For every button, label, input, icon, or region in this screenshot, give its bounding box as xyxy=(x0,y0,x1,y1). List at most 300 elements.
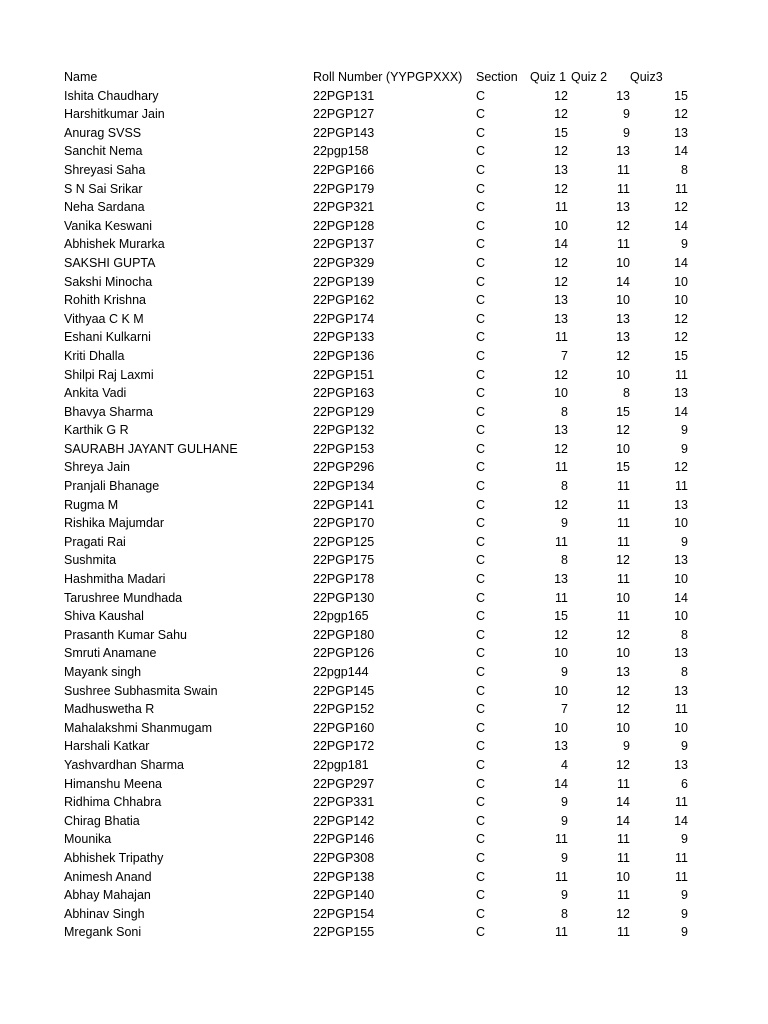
quiz-2-score: 10 xyxy=(616,441,630,456)
roll-number: 22PGP130 xyxy=(313,590,375,605)
quiz-score-table xyxy=(0,68,768,942)
section: C xyxy=(476,162,486,177)
quiz-3-score: 9 xyxy=(681,832,688,847)
section: C xyxy=(476,534,486,549)
quiz-1-score: 13 xyxy=(554,162,568,177)
table-row xyxy=(0,775,768,794)
section: C xyxy=(476,813,486,828)
table-row xyxy=(0,254,768,273)
roll-number: 22PGP175 xyxy=(313,553,375,568)
table-row xyxy=(0,644,768,663)
quiz-2-score: 12 xyxy=(616,757,630,772)
quiz-3-score: 14 xyxy=(674,144,688,159)
header-quiz-1: Quiz 1 xyxy=(530,70,567,84)
quiz-2-score: 11 xyxy=(617,925,630,940)
table-row xyxy=(0,161,768,180)
quiz-2-score: 13 xyxy=(616,88,630,103)
quiz-3-score: 10 xyxy=(674,274,688,289)
section: C xyxy=(476,683,486,698)
quiz-1-score: 12 xyxy=(554,255,568,270)
section: C xyxy=(476,200,486,215)
roll-number: 22PGP155 xyxy=(313,925,375,940)
quiz-2-score: 11 xyxy=(617,888,630,903)
quiz-2-score: 12 xyxy=(616,683,630,698)
quiz-3-score: 13 xyxy=(674,553,688,568)
quiz-3-score: 9 xyxy=(681,888,688,903)
section: C xyxy=(476,293,486,308)
quiz-2-score: 11 xyxy=(617,572,630,587)
roll-number: 22PGP153 xyxy=(313,441,375,456)
student-name: Abhay Mahajan xyxy=(64,888,151,903)
quiz-1-score: 10 xyxy=(554,720,568,735)
student-name: Rohith Krishna xyxy=(64,293,146,308)
student-name: Tarushree Mundhada xyxy=(64,590,183,605)
student-name: Ankita Vadi xyxy=(64,386,127,401)
roll-number: 22PGP137 xyxy=(313,237,375,252)
roll-number: 22PGP172 xyxy=(313,739,375,754)
table-row xyxy=(0,756,768,775)
quiz-1-score: 12 xyxy=(554,627,568,642)
student-name: Rugma M xyxy=(64,497,119,512)
section: C xyxy=(476,237,486,252)
student-name: Abhishek Tripathy xyxy=(64,850,164,865)
roll-number: 22PGP179 xyxy=(313,181,375,196)
section: C xyxy=(476,795,486,810)
quiz-3-score: 12 xyxy=(674,330,688,345)
header-roll-number: Roll Number (YYPGPXXX) xyxy=(313,70,463,84)
quiz-2-score: 13 xyxy=(616,330,630,345)
student-name: Mregank Soni xyxy=(64,925,142,940)
roll-number: 22PGP132 xyxy=(313,423,375,438)
student-name: Yashvardhan Sharma xyxy=(64,757,184,772)
roll-number: 22PGP162 xyxy=(313,293,375,308)
quiz-2-score: 15 xyxy=(616,404,630,419)
table-row xyxy=(0,570,768,589)
quiz-2-score: 11 xyxy=(617,497,630,512)
quiz-2-score: 11 xyxy=(617,609,630,624)
quiz-1-score: 10 xyxy=(554,386,568,401)
quiz-3-score: 9 xyxy=(681,739,688,754)
section: C xyxy=(476,423,486,438)
quiz-2-score: 14 xyxy=(616,813,630,828)
table-row xyxy=(0,533,768,552)
quiz-1-score: 12 xyxy=(554,88,568,103)
quiz-1-score: 13 xyxy=(554,739,568,754)
roll-number: 22PGP126 xyxy=(313,646,375,661)
quiz-3-score: 10 xyxy=(674,293,688,308)
roll-number: 22PGP146 xyxy=(313,832,375,847)
header-section: Section xyxy=(476,70,518,84)
quiz-3-score: 9 xyxy=(681,925,688,940)
section: C xyxy=(476,627,486,642)
quiz-2-score: 13 xyxy=(616,311,630,326)
quiz-1-score: 9 xyxy=(561,888,568,903)
table-row xyxy=(0,551,768,570)
student-name: Sushmita xyxy=(64,553,117,568)
quiz-1-score: 9 xyxy=(561,813,568,828)
quiz-3-score: 11 xyxy=(675,702,688,717)
student-name: Mounika xyxy=(64,832,112,847)
roll-number: 22PGP152 xyxy=(313,702,375,717)
quiz-3-score: 6 xyxy=(681,776,688,791)
quiz-1-score: 15 xyxy=(554,609,568,624)
header-name: Name xyxy=(64,70,98,84)
student-name: Abhishek Murarka xyxy=(64,237,165,252)
roll-number: 22PGP131 xyxy=(313,88,375,103)
quiz-1-score: 12 xyxy=(554,441,568,456)
quiz-2-score: 14 xyxy=(616,274,630,289)
quiz-3-score: 12 xyxy=(674,311,688,326)
quiz-3-score: 9 xyxy=(681,906,688,921)
section: C xyxy=(476,665,486,679)
quiz-3-score: 9 xyxy=(681,534,688,549)
quiz-3-score: 10 xyxy=(674,609,688,624)
section: C xyxy=(476,125,486,140)
quiz-1-score: 10 xyxy=(554,218,568,233)
student-name: SAKSHI GUPTA xyxy=(64,255,156,270)
student-name: Animesh Anand xyxy=(64,869,152,884)
quiz-2-score: 14 xyxy=(616,795,630,810)
roll-number: 22PGP331 xyxy=(313,795,375,810)
roll-number: 22PGP143 xyxy=(313,125,375,140)
student-name: Shiva Kaushal xyxy=(64,609,144,624)
quiz-1-score: 12 xyxy=(554,107,568,122)
student-name: Chirag Bhatia xyxy=(64,813,140,828)
roll-number: 22PGP133 xyxy=(313,330,375,345)
student-name: Madhuswetha R xyxy=(64,702,155,717)
student-name: Mahalakshmi Shanmugam xyxy=(64,720,212,735)
quiz-3-score: 10 xyxy=(674,516,688,531)
quiz-1-score: 7 xyxy=(561,702,568,717)
quiz-3-score: 11 xyxy=(675,869,688,884)
table-row xyxy=(0,124,768,143)
quiz-1-score: 11 xyxy=(555,330,568,345)
roll-number: 22PGP308 xyxy=(313,850,375,865)
section: C xyxy=(476,757,486,772)
quiz-1-score: 11 xyxy=(555,534,568,549)
quiz-3-score: 12 xyxy=(674,200,688,215)
student-name: Bhavya Sharma xyxy=(64,404,153,419)
quiz-2-score: 11 xyxy=(617,479,630,494)
quiz-2-score: 11 xyxy=(617,237,630,252)
quiz-2-score: 10 xyxy=(616,255,630,270)
roll-number: 22PGP145 xyxy=(313,683,375,698)
quiz-3-score: 15 xyxy=(674,348,688,363)
quiz-3-score: 10 xyxy=(674,572,688,587)
quiz-1-score: 11 xyxy=(555,590,568,605)
table-row xyxy=(0,700,768,719)
quiz-2-score: 11 xyxy=(617,850,630,865)
student-name: Himanshu Meena xyxy=(64,776,162,791)
quiz-1-score: 8 xyxy=(561,479,568,494)
quiz-3-score: 8 xyxy=(681,627,688,642)
quiz-2-score: 11 xyxy=(617,181,630,196)
table-row xyxy=(0,905,768,924)
section: C xyxy=(476,367,486,382)
roll-number: 22PGP170 xyxy=(313,516,375,531)
quiz-3-score: 14 xyxy=(674,404,688,419)
quiz-1-score: 12 xyxy=(554,274,568,289)
quiz-2-score: 12 xyxy=(616,553,630,568)
section: C xyxy=(476,386,486,401)
quiz-1-score: 9 xyxy=(561,665,568,679)
table-body xyxy=(0,87,768,942)
quiz-1-score: 9 xyxy=(561,516,568,531)
quiz-3-score: 14 xyxy=(674,590,688,605)
section: C xyxy=(476,348,486,363)
quiz-3-score: 12 xyxy=(674,460,688,475)
table-row xyxy=(0,180,768,199)
quiz-1-score: 12 xyxy=(554,497,568,512)
section: C xyxy=(476,516,486,531)
table-row xyxy=(0,328,768,347)
table-row xyxy=(0,607,768,626)
quiz-3-score: 13 xyxy=(674,646,688,661)
student-name: Mayank singh xyxy=(64,665,142,679)
student-name: Shilpi Raj Laxmi xyxy=(64,367,154,382)
section: C xyxy=(476,88,486,103)
quiz-1-score: 13 xyxy=(554,293,568,308)
quiz-3-score: 13 xyxy=(674,757,688,772)
quiz-2-score: 10 xyxy=(616,646,630,661)
roll-number: 22PGP180 xyxy=(313,627,375,642)
roll-number: 22pgp158 xyxy=(313,144,369,159)
quiz-3-score: 9 xyxy=(681,423,688,438)
quiz-2-score: 13 xyxy=(616,665,630,679)
quiz-2-score: 12 xyxy=(616,702,630,717)
quiz-2-score: 9 xyxy=(623,739,630,754)
table-row xyxy=(0,421,768,440)
table-row xyxy=(0,812,768,831)
section: C xyxy=(476,144,486,159)
roll-number: 22PGP125 xyxy=(313,534,375,549)
quiz-2-score: 12 xyxy=(616,218,630,233)
quiz-1-score: 13 xyxy=(554,572,568,587)
roll-number: 22PGP329 xyxy=(313,255,375,270)
student-name: Pragati Rai xyxy=(64,534,126,549)
table-row xyxy=(0,440,768,459)
quiz-3-score: 13 xyxy=(674,125,688,140)
quiz-3-score: 13 xyxy=(674,683,688,698)
table-row xyxy=(0,198,768,217)
quiz-2-score: 9 xyxy=(623,125,630,140)
section: C xyxy=(476,404,486,419)
table-row xyxy=(0,682,768,701)
student-name: Prasanth Kumar Sahu xyxy=(64,627,187,642)
table-row xyxy=(0,310,768,329)
roll-number: 22PGP139 xyxy=(313,274,375,289)
table-row xyxy=(0,496,768,515)
student-name: Eshani Kulkarni xyxy=(64,330,151,345)
student-name: Pranjali Bhanage xyxy=(64,479,160,494)
quiz-3-score: 14 xyxy=(674,813,688,828)
student-name: Harshali Katkar xyxy=(64,739,150,754)
quiz-1-score: 11 xyxy=(555,869,568,884)
table-row xyxy=(0,384,768,403)
section: C xyxy=(476,330,486,345)
section: C xyxy=(476,925,486,940)
quiz-2-score: 10 xyxy=(616,590,630,605)
roll-number: 22pgp144 xyxy=(313,665,369,679)
table-row xyxy=(0,793,768,812)
roll-number: 22PGP128 xyxy=(313,218,375,233)
quiz-2-score: 12 xyxy=(616,348,630,363)
table-row xyxy=(0,235,768,254)
student-name: Vithyaa C K M xyxy=(64,311,144,326)
table-row xyxy=(0,217,768,236)
student-name: Karthik G R xyxy=(64,423,129,438)
quiz-1-score: 11 xyxy=(555,925,568,940)
roll-number: 22PGP129 xyxy=(313,404,375,419)
quiz-3-score: 8 xyxy=(681,665,688,679)
quiz-2-score: 10 xyxy=(616,720,630,735)
quiz-2-score: 11 xyxy=(617,516,630,531)
quiz-2-score: 11 xyxy=(617,832,630,847)
roll-number: 22PGP142 xyxy=(313,813,375,828)
quiz-2-score: 11 xyxy=(617,162,630,177)
quiz-1-score: 14 xyxy=(554,237,568,252)
roll-number: 22PGP296 xyxy=(313,460,375,475)
quiz-2-score: 13 xyxy=(616,144,630,159)
section: C xyxy=(476,107,486,122)
section: C xyxy=(476,255,486,270)
student-name: Abhinav Singh xyxy=(64,906,145,921)
student-name: Ishita Chaudhary xyxy=(64,88,159,103)
section: C xyxy=(476,850,486,865)
quiz-2-score: 10 xyxy=(616,293,630,308)
section: C xyxy=(476,590,486,605)
quiz-3-score: 11 xyxy=(675,479,688,494)
quiz-2-score: 9 xyxy=(623,107,630,122)
section: C xyxy=(476,441,486,456)
student-name: Vanika Keswani xyxy=(64,218,153,233)
header-quiz-3: Quiz3 xyxy=(630,70,663,84)
section: C xyxy=(476,609,486,624)
table-row xyxy=(0,458,768,477)
quiz-3-score: 13 xyxy=(674,386,688,401)
roll-number: 22PGP140 xyxy=(313,888,375,903)
quiz-2-score: 11 xyxy=(617,776,630,791)
student-name: Shreyasi Saha xyxy=(64,162,146,177)
quiz-1-score: 12 xyxy=(554,367,568,382)
table-row xyxy=(0,477,768,496)
roll-number: 22PGP163 xyxy=(313,386,375,401)
roll-number: 22PGP151 xyxy=(313,367,375,382)
quiz-2-score: 12 xyxy=(616,906,630,921)
section: C xyxy=(476,181,486,196)
section: C xyxy=(476,888,486,903)
student-name: Sushree Subhasmita Swain xyxy=(64,683,218,698)
roll-number: 22PGP160 xyxy=(313,720,375,735)
student-name: Rishika Majumdar xyxy=(64,516,165,531)
table-row xyxy=(0,849,768,868)
quiz-1-score: 9 xyxy=(561,850,568,865)
quiz-1-score: 8 xyxy=(561,906,568,921)
section: C xyxy=(476,739,486,754)
section: C xyxy=(476,572,486,587)
quiz-1-score: 7 xyxy=(561,348,568,363)
section: C xyxy=(476,497,486,512)
student-name: Hashmitha Madari xyxy=(64,572,166,587)
quiz-2-score: 8 xyxy=(623,386,630,401)
quiz-1-score: 8 xyxy=(561,404,568,419)
quiz-2-score: 11 xyxy=(617,534,630,549)
roll-number: 22PGP174 xyxy=(313,311,375,326)
table-row xyxy=(0,273,768,292)
section: C xyxy=(476,479,486,494)
roll-number: 22PGP297 xyxy=(313,776,375,791)
quiz-3-score: 9 xyxy=(681,441,688,456)
roll-number: 22PGP127 xyxy=(313,107,375,122)
roll-number: 22PGP134 xyxy=(313,479,375,494)
quiz-3-score: 13 xyxy=(674,497,688,512)
student-name: SAURABH JAYANT GULHANE xyxy=(64,441,238,456)
quiz-1-score: 10 xyxy=(554,646,568,661)
table-row xyxy=(0,403,768,422)
quiz-1-score: 11 xyxy=(555,460,568,475)
table-row xyxy=(0,87,768,106)
table-row xyxy=(0,142,768,161)
table-row xyxy=(0,291,768,310)
quiz-3-score: 11 xyxy=(675,795,688,810)
student-name: Sakshi Minocha xyxy=(64,274,153,289)
table-row xyxy=(0,626,768,645)
section: C xyxy=(476,869,486,884)
quiz-1-score: 11 xyxy=(555,200,568,215)
section: C xyxy=(476,906,486,921)
section: C xyxy=(476,311,486,326)
section: C xyxy=(476,702,486,717)
roll-number: 22PGP166 xyxy=(313,162,375,177)
section: C xyxy=(476,218,486,233)
roll-number: 22pgp181 xyxy=(313,757,369,772)
quiz-1-score: 12 xyxy=(554,144,568,159)
quiz-1-score: 9 xyxy=(561,795,568,810)
table-row xyxy=(0,105,768,124)
table-row xyxy=(0,663,768,682)
roll-number: 22pgp165 xyxy=(313,609,369,624)
quiz-3-score: 10 xyxy=(674,720,688,735)
table-row xyxy=(0,923,768,942)
table-row xyxy=(0,589,768,608)
roll-number: 22PGP136 xyxy=(313,348,375,363)
table-row xyxy=(0,366,768,385)
quiz-2-score: 10 xyxy=(616,869,630,884)
section: C xyxy=(476,776,486,791)
table-row xyxy=(0,347,768,366)
section: C xyxy=(476,832,486,847)
section: C xyxy=(476,460,486,475)
section: C xyxy=(476,274,486,289)
quiz-1-score: 13 xyxy=(554,423,568,438)
quiz-1-score: 13 xyxy=(554,311,568,326)
quiz-1-score: 8 xyxy=(561,553,568,568)
student-name: Neha Sardana xyxy=(64,200,145,215)
student-name: Shreya Jain xyxy=(64,460,131,475)
student-name: Anurag SVSS xyxy=(64,125,142,140)
quiz-1-score: 10 xyxy=(554,683,568,698)
quiz-1-score: 4 xyxy=(561,757,568,772)
student-name: Harshitkumar Jain xyxy=(64,107,165,122)
table-header-row xyxy=(0,68,768,87)
student-name: Sanchit Nema xyxy=(64,144,143,159)
header-quiz-2: Quiz 2 xyxy=(571,70,608,84)
quiz-3-score: 9 xyxy=(681,237,688,252)
student-name: S N Sai Srikar xyxy=(64,181,143,196)
quiz-3-score: 14 xyxy=(674,218,688,233)
section: C xyxy=(476,646,486,661)
quiz-1-score: 11 xyxy=(555,832,568,847)
